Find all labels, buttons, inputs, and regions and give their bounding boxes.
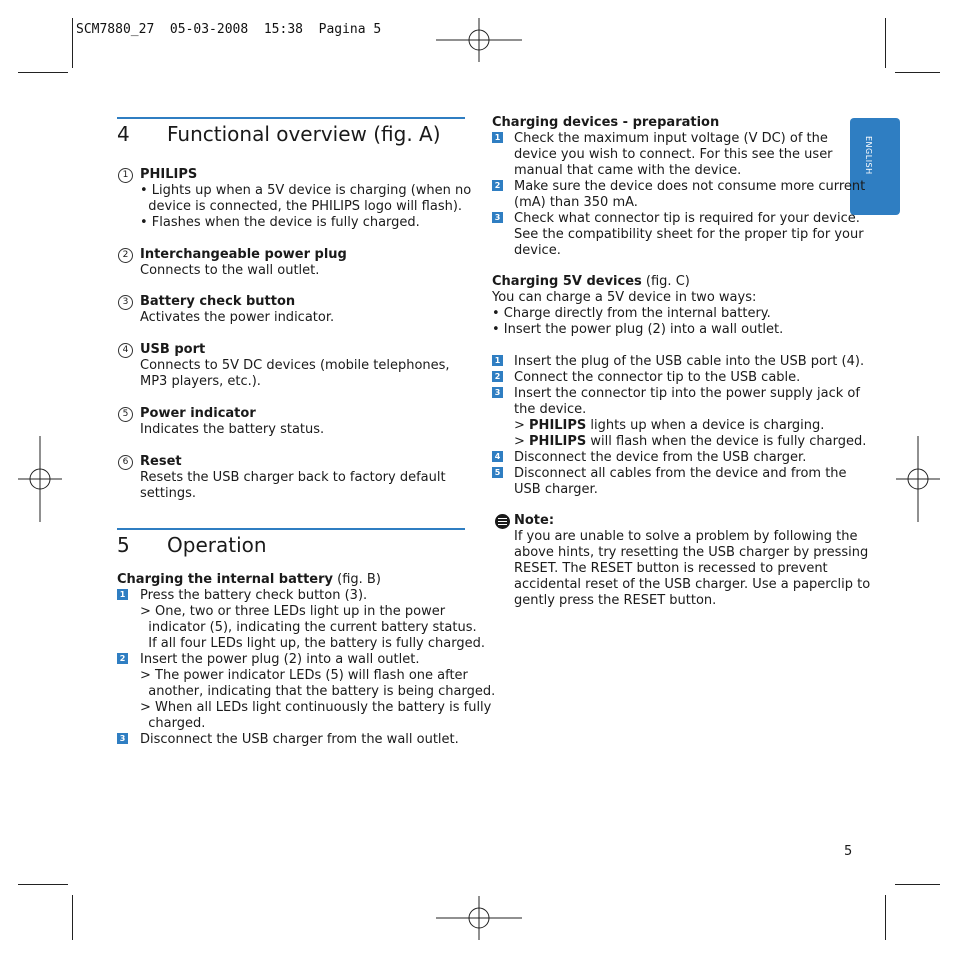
result-text: will flash when the device is fully charged. [586, 434, 867, 449]
note-text: gently press the RESET button. [514, 593, 717, 608]
crop-mark [885, 895, 886, 940]
step-text: Insert the plug of the USB cable into the USB port (4). [514, 354, 865, 369]
step-text: Disconnect the device from the USB charger. [514, 450, 807, 465]
item-marker: 4 [118, 343, 133, 358]
item-description: • Lights up when a 5V device is charging (when no [140, 183, 472, 198]
language-tab-label: ENGLISH [864, 136, 873, 175]
print-slug: SCM7880_27 05-03-2008 15:38 Pagina 5 [76, 22, 382, 37]
step-result: indicator (5), indicating the current battery status. [140, 620, 477, 635]
subsection-title: Charging the internal battery [117, 572, 334, 587]
registration-mark-icon [896, 436, 940, 522]
step-text: USB charger. [514, 482, 598, 497]
crop-mark [18, 72, 68, 73]
section-title: Functional overview (fig. A) [167, 122, 441, 146]
item-title: Power indicator [140, 406, 256, 421]
item-title: Interchangeable power plug [140, 247, 347, 262]
intro-line: You can charge a 5V device in two ways: [492, 290, 757, 305]
item-title: PHILIPS [140, 167, 198, 182]
note-text: RESET. The RESET button is recessed to prevent [514, 561, 828, 576]
step-result: another, indicating that the battery is being charged. [140, 684, 496, 699]
item-marker: 6 [118, 455, 133, 470]
step-text: Check the maximum input voltage (V DC) of the [514, 131, 828, 146]
step-result: If all four LEDs light up, the battery is fully charged. [140, 636, 485, 651]
step-text: Insert the connector tip into the power supply jack of [514, 386, 860, 401]
step-text: device. [514, 243, 561, 258]
crop-mark [895, 884, 940, 885]
intro-line: • Insert the power plug (2) into a wall outlet. [492, 322, 784, 337]
item-description: settings. [140, 486, 196, 501]
step-result [514, 418, 824, 434]
step-result: charged. [140, 716, 206, 731]
item-marker: 3 [118, 295, 133, 310]
item-marker: 2 [118, 248, 133, 263]
item-description: Connects to 5V DC devices (mobile telephones, [140, 358, 450, 373]
section-number: 5 [117, 533, 130, 557]
step-text: Disconnect all cables from the device and from the [514, 466, 847, 481]
result-text: lights up when a device is charging. [586, 418, 825, 433]
section-rule [117, 117, 465, 119]
crop-mark [72, 18, 73, 68]
item-description: • Flashes when the device is fully charged. [140, 215, 420, 230]
item-title: Reset [140, 454, 182, 469]
step-number: 2 [117, 653, 128, 664]
note-title: Note: [514, 513, 555, 528]
item-marker: 1 [118, 168, 133, 183]
crop-mark [885, 18, 886, 68]
figure-ref: (fig. C) [641, 274, 690, 289]
item-description: Connects to the wall outlet. [140, 263, 320, 278]
step-number: 1 [117, 589, 128, 600]
note-icon [495, 514, 510, 529]
subsection-heading [117, 572, 381, 588]
item-description: Resets the USB charger back to factory default [140, 470, 446, 485]
intro-line: • Charge directly from the internal battery. [492, 306, 771, 321]
step-text: Insert the power plug (2) into a wall outlet. [140, 652, 420, 667]
subsection-title: Charging devices - preparation [492, 115, 720, 130]
crop-mark [895, 72, 940, 73]
step-number: 2 [492, 180, 503, 191]
step-text: Press the battery check button (3). [140, 588, 368, 603]
step-text: device you wish to connect. For this see the user [514, 147, 833, 162]
subsection-heading [492, 274, 690, 290]
step-text: (mA) than 350 mA. [514, 195, 638, 210]
item-title: Battery check button [140, 294, 296, 309]
step-number: 3 [117, 733, 128, 744]
item-description: device is connected, the PHILIPS logo will flash). [140, 199, 463, 214]
step-number: 5 [492, 467, 503, 478]
language-tab [850, 118, 900, 215]
note-text: accidental reset of the USB charger. Use a paperclip to [514, 577, 871, 592]
step-number: 2 [492, 371, 503, 382]
step-result [514, 434, 866, 450]
page-number: 5 [844, 844, 853, 859]
brand-name: PHILIPS [529, 434, 587, 449]
step-text: Connect the connector tip to the USB cable. [514, 370, 801, 385]
registration-mark-icon [18, 436, 62, 522]
step-text: Disconnect the USB charger from the wall outlet. [140, 732, 459, 747]
step-result: > When all LEDs light continuously the battery is fully [140, 700, 492, 715]
item-title: USB port [140, 342, 206, 357]
step-number: 1 [492, 355, 503, 366]
figure-ref: (fig. B) [333, 572, 381, 587]
result-marker: > [514, 434, 530, 449]
note-text: If you are unable to solve a problem by following the [514, 529, 858, 544]
section-rule [117, 528, 465, 530]
registration-mark-icon [436, 18, 522, 62]
crop-mark [18, 884, 68, 885]
item-description: MP3 players, etc.). [140, 374, 261, 389]
step-result: > One, two or three LEDs light up in the power [140, 604, 446, 619]
brand-name: PHILIPS [529, 418, 587, 433]
item-marker: 5 [118, 407, 133, 422]
step-text: Make sure the device does not consume more current [514, 179, 866, 194]
step-result: > The power indicator LEDs (5) will flash one after [140, 668, 468, 683]
step-number: 3 [492, 387, 503, 398]
registration-mark-icon [436, 896, 522, 940]
crop-mark [72, 895, 73, 940]
step-text: Check what connector tip is required for your device. [514, 211, 860, 226]
section-title: Operation [167, 533, 267, 557]
item-description: Activates the power indicator. [140, 310, 335, 325]
note-text: above hints, try resetting the USB charger by pressing [514, 545, 869, 560]
section-number: 4 [117, 122, 130, 146]
step-number: 3 [492, 212, 503, 223]
step-text: See the compatibility sheet for the proper tip for your [514, 227, 864, 242]
result-marker: > [514, 418, 530, 433]
step-number: 4 [492, 451, 503, 462]
step-text: manual that came with the device. [514, 163, 742, 178]
subsection-title: Charging 5V devices [492, 274, 642, 289]
step-number: 1 [492, 132, 503, 143]
step-text: the device. [514, 402, 587, 417]
item-description: Indicates the battery status. [140, 422, 325, 437]
